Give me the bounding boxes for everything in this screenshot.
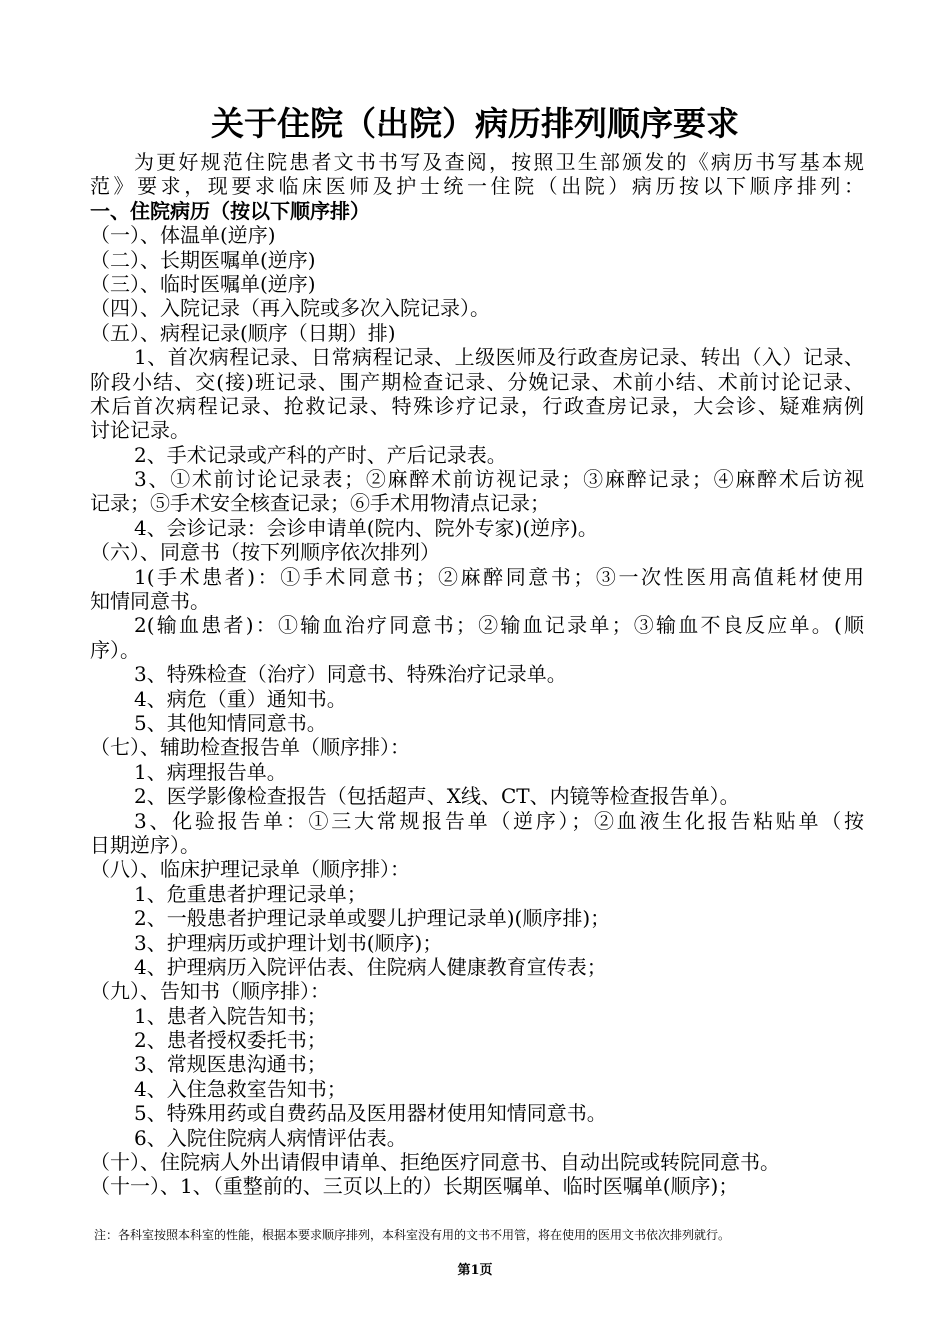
surgery-record-item: 2、手术记录或产科的产时、产后记录表。 xyxy=(134,442,507,467)
nursing-plan-item: 3、护理病历或护理计划书(顺序)； xyxy=(134,930,443,955)
progress-notes-detail-line-3: 术后首次病程记录、抢救记录、特殊诊疗记录，行政查房记录，大会诊、疑难病例 xyxy=(90,393,864,418)
condition-assessment-item: 6、入院住院病人病情评估表。 xyxy=(134,1125,407,1150)
special-medication-consent-item: 5、特殊用药或自费药品及医用器材使用知情同意书。 xyxy=(134,1101,607,1126)
item-admission-record: （四）、入院记录（再入院或多次入院记录）。 xyxy=(90,296,490,321)
footnote: 注：各科室按照本科室的性能，根据本要求顺序排列，本科室没有用的文书不用管，将在使用的医用文书依次排列就行。 xyxy=(94,1228,731,1242)
item-temperature-chart: （一）、体温单(逆序) xyxy=(90,223,276,248)
pathology-report-item: 1、病理报告单。 xyxy=(134,759,287,784)
item-long-term-orders: （二）、长期医嘱单(逆序) xyxy=(90,247,316,272)
general-nursing-record-item: 2、一般患者护理记录单或婴儿护理记录单)(顺序排)； xyxy=(134,906,611,931)
imaging-report-item: 2、医学影像检查报告（包括超声、X线、CT、内镜等检查报告单）。 xyxy=(134,784,740,809)
item-auxiliary-reports: （七）、辅助检查报告单（顺序排）： xyxy=(90,735,410,760)
section-heading-inpatient-records: 一、住院病历（按以下顺序排） xyxy=(90,198,370,223)
item-temporary-orders: （三）、临时医嘱单(逆序) xyxy=(90,271,316,296)
item-notification-letters: （九）、告知书（顺序排）： xyxy=(90,979,330,1004)
lab-report-line-2: 日期逆序）。 xyxy=(90,832,200,857)
progress-notes-detail-line-1: 1、首次病程记录、日常病程记录、上级医师及行政查房记录、转出（入）记录、 xyxy=(134,345,864,370)
intro-paragraph-line-1: 为更好规范住院患者文书书写及查阅，按照卫生部颁发的《病历书写基本规 xyxy=(134,150,864,174)
anesthesia-records-line-2: 记录；⑤手术安全核查记录；⑥手术用物清点记录； xyxy=(90,491,550,516)
surgery-consent-line-1: 1(手术患者)：①手术同意书；②麻醉同意书；③一次性医用高值耗材使用 xyxy=(134,564,864,589)
progress-notes-detail-line-2: 阶段小结、交(接)班记录、围产期检查记录、分娩记录、术前小结、术前讨论记录、 xyxy=(90,369,864,394)
intro-paragraph-line-2: 范》要求，现要求临床医师及护士统一住院（出院）病历按以下顺序排列： xyxy=(90,174,864,199)
communication-letter-item: 3、常规医患沟通书； xyxy=(134,1052,327,1077)
document-title: 关于住院（出院）病历排列顺序要求 xyxy=(211,104,739,143)
other-consent-item: 5、其他知情同意书。 xyxy=(134,710,327,735)
item-leave-and-discharge: （十）、住院病人外出请假申请单、拒绝医疗同意书、自动出院或转院同意书。 xyxy=(90,1150,780,1175)
special-exam-consent-item: 3、特殊检查（治疗）同意书、特殊治疗记录单。 xyxy=(134,662,567,687)
progress-notes-detail-line-4: 讨论记录。 xyxy=(90,418,190,443)
item-reorganized-orders: （十一）、1、（重整前的、三页以上的）长期医嘱单、临时医嘱单(顺序)； xyxy=(90,1174,739,1199)
item-progress-notes: （五）、病程记录(顺序（日期）排) xyxy=(90,320,396,345)
item-consent-forms: （六）、同意书（按下列顺序依次排列） xyxy=(90,540,440,565)
critical-nursing-record-item: 1、危重患者护理记录单； xyxy=(134,881,367,906)
power-of-attorney-item: 2、患者授权委托书； xyxy=(134,1028,327,1053)
item-nursing-records: （八）、临床护理记录单（顺序排）： xyxy=(90,857,410,882)
page-number: 第1页 xyxy=(457,1263,493,1278)
surgery-consent-line-2: 知情同意书。 xyxy=(90,589,210,614)
nursing-assessment-item: 4、护理病历入院评估表、住院病人健康教育宣传表； xyxy=(134,954,607,979)
lab-report-line-1: 3、化验报告单：①三大常规报告单（逆序）；②血液生化报告粘贴单（按 xyxy=(134,808,864,833)
emergency-room-notice-item: 4、入住急救室告知书； xyxy=(134,1076,347,1101)
critical-notice-item: 4、病危（重）通知书。 xyxy=(134,686,347,711)
anesthesia-records-line-1: 3、①术前讨论记录表；②麻醉术前访视记录；③麻醉记录；④麻醉术后访视 xyxy=(134,467,864,492)
transfusion-consent-line-2: 序）。 xyxy=(90,637,140,662)
consultation-record-item: 4、会诊记录：会诊申请单(院内、院外专家)(逆序)。 xyxy=(134,515,598,540)
transfusion-consent-line-1: 2(输血患者)：①输血治疗同意书；②输血记录单；③输血不良反应单。(顺 xyxy=(134,613,864,638)
admission-notice-item: 1、患者入院告知书； xyxy=(134,1003,327,1028)
document-body xyxy=(90,150,864,1199)
